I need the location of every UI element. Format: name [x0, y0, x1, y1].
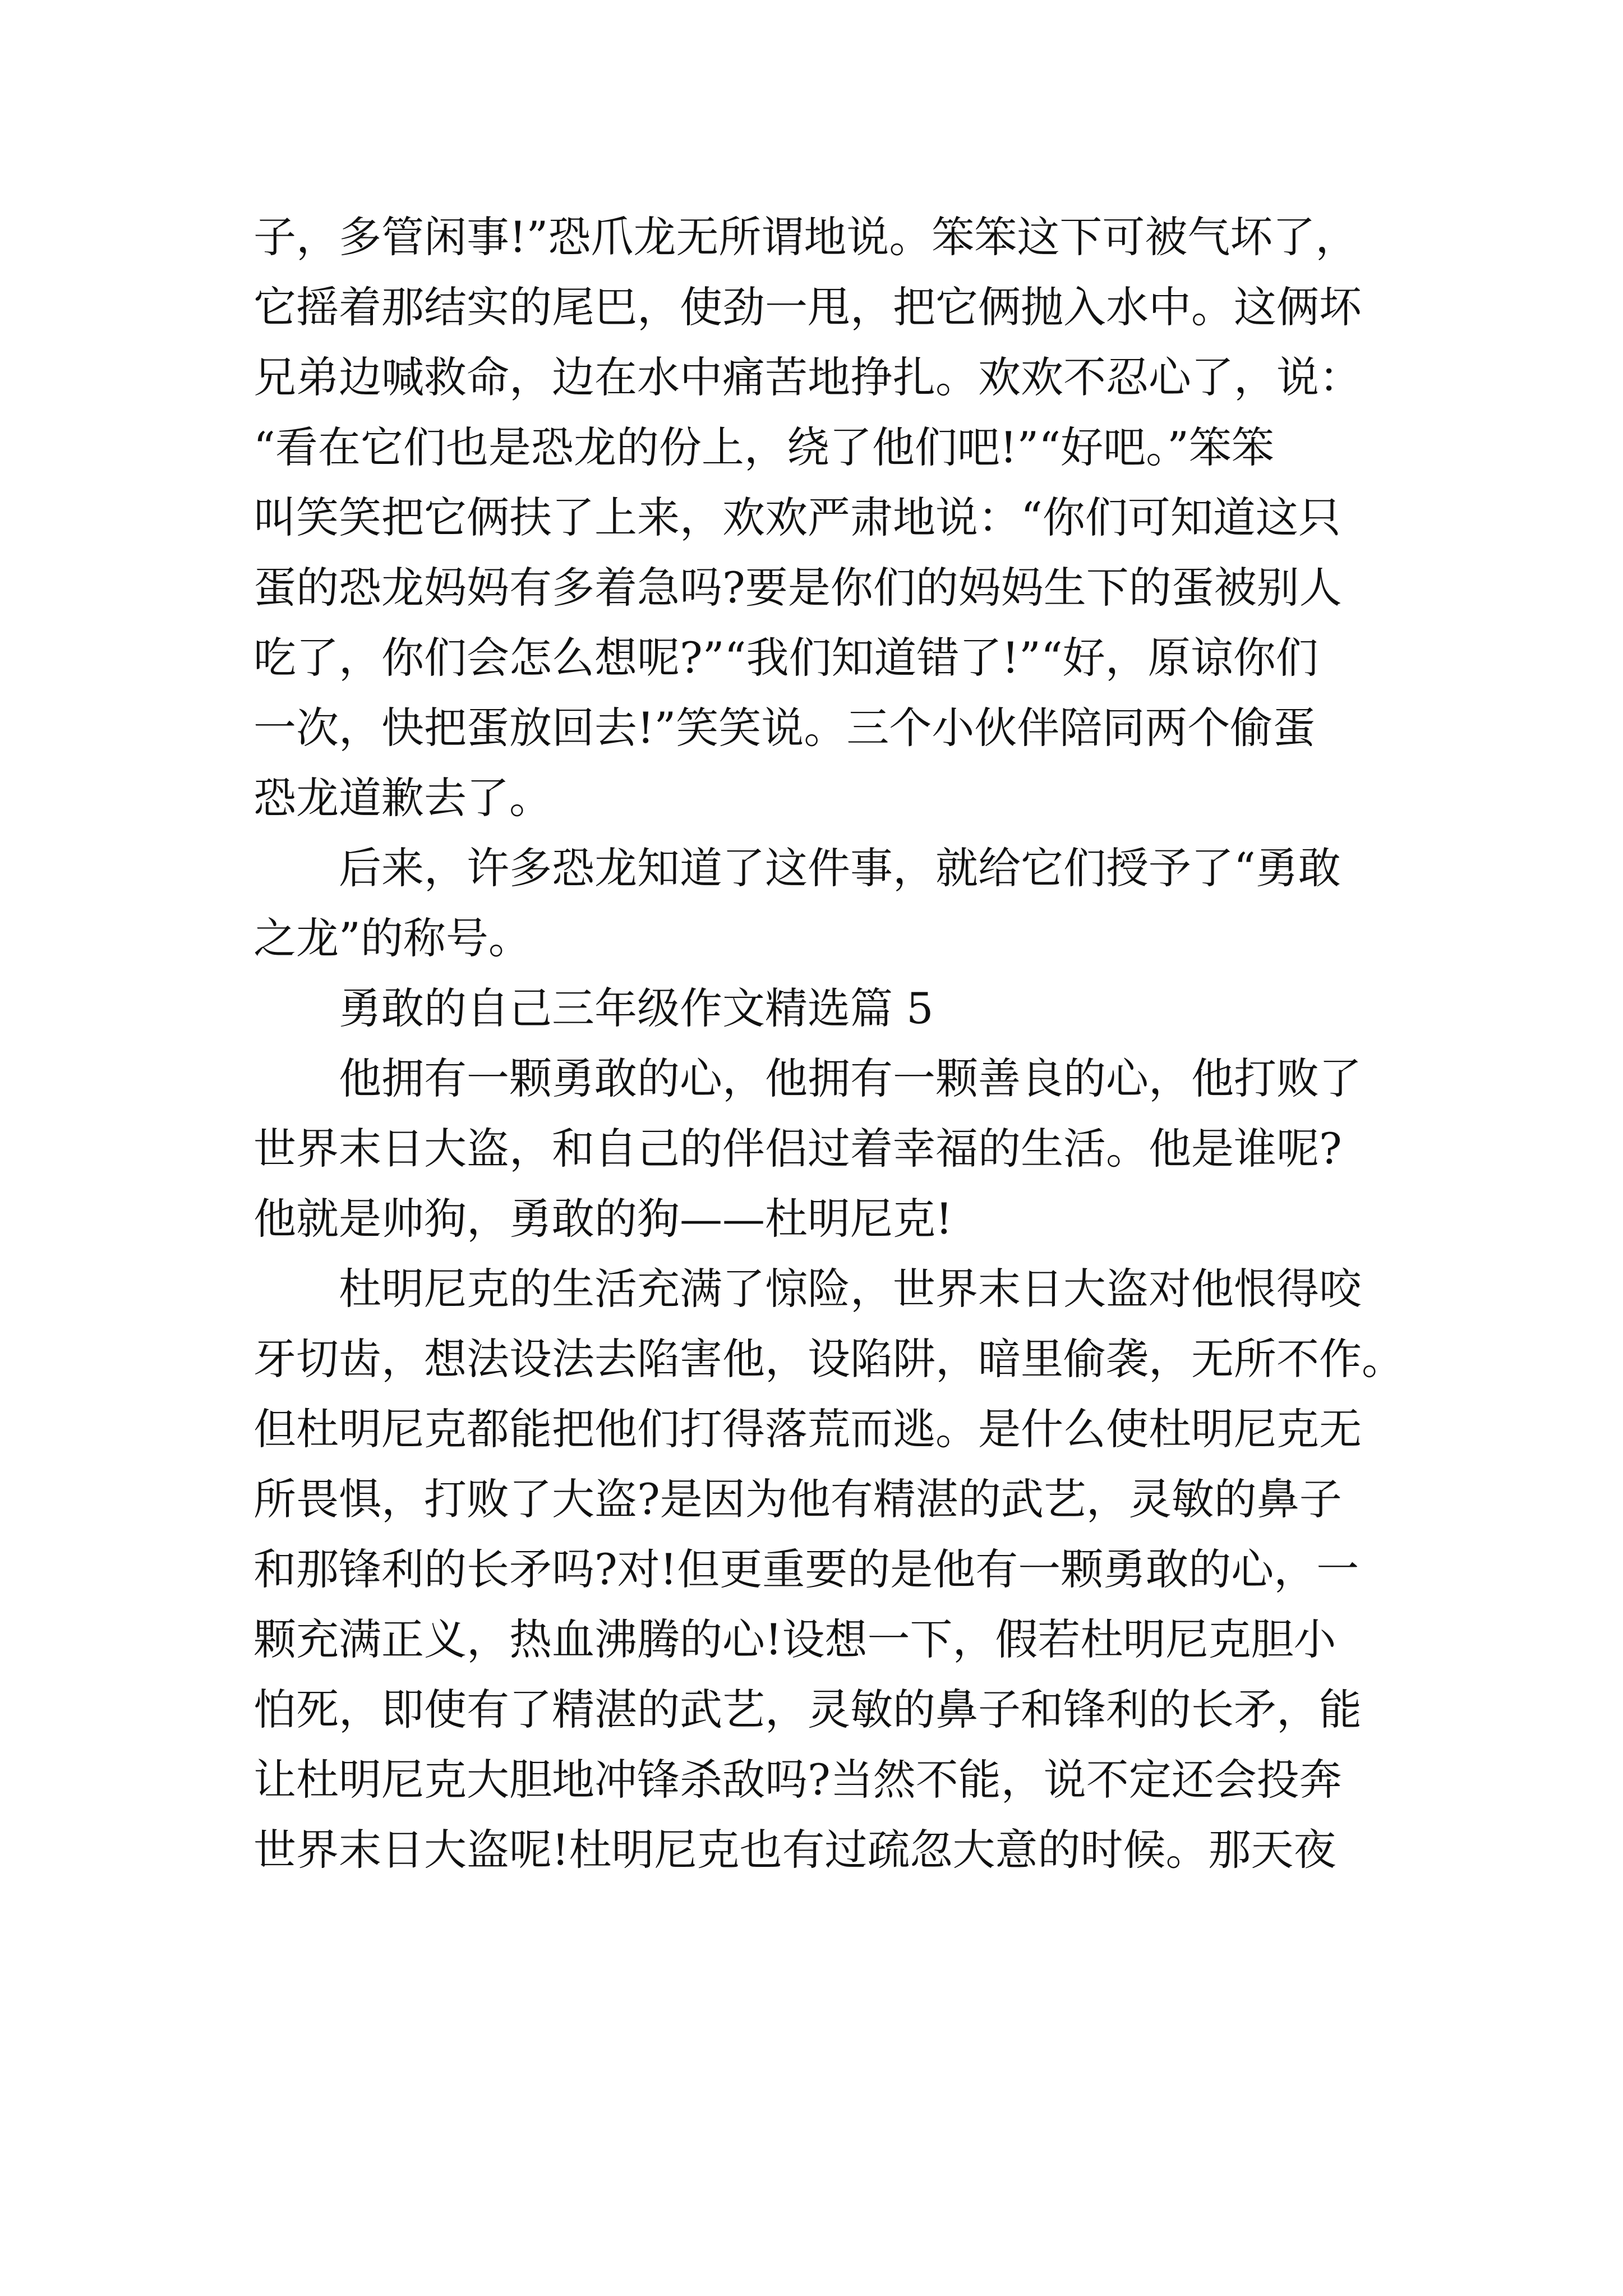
- text-line: 一次，快把蛋放回去!”笑笑说。三个小伙伴陪同两个偷蛋: [253, 703, 1316, 753]
- text-line: 怕死，即使有了精湛的武艺，灵敏的鼻子和锋利的长矛，能: [253, 1685, 1362, 1734]
- text-line: 颗充满正义，热血沸腾的心!设想一下，假若杜明尼克胆小: [253, 1614, 1336, 1664]
- text-line: 兄弟边喊救命，边在水中痛苦地挣扎。欢欢不忍心了，说：: [253, 352, 1362, 402]
- text-line: 之龙”的称号。: [253, 913, 531, 963]
- body-text: [253, 202, 1404, 1885]
- text-line: 吃了，你们会怎么想呢?”“我们知道错了!”“好，原谅你们: [253, 633, 1318, 683]
- text-line: 所畏惧，打败了大盗?是因为他有精湛的武艺，灵敏的鼻子: [253, 1474, 1342, 1524]
- text-line: 杜明尼克的生活充满了惊险，世界末日大盗对他恨得咬: [339, 1264, 1362, 1314]
- text-line: 它摇着那结实的尾巴，使劲一甩，把它俩抛入水中。这俩坏: [253, 282, 1362, 332]
- text-line: 蛋的恐龙妈妈有多着急吗?要是你们的妈妈生下的蛋被别人: [253, 563, 1342, 613]
- text-line: 他拥有一颗勇敢的心，他拥有一颗善良的心，他打败了: [339, 1053, 1362, 1103]
- text-line: 和那锋利的长矛吗?对!但更重要的是他有一颗勇敢的心，一: [253, 1544, 1359, 1594]
- text-line: 叫笑笑把它俩扶了上来，欢欢严肃地说：“你们可知道这只: [253, 493, 1341, 542]
- text-line: 他就是帅狗，勇敢的狗——杜明尼克!: [253, 1194, 953, 1244]
- text-line: 后来，许多恐龙知道了这件事，就给它们授予了“勇敢: [339, 843, 1341, 893]
- text-line: 子，多管闲事!”恐爪龙无所谓地说。笨笨这下可被气坏了，: [253, 212, 1358, 262]
- text-line: 但杜明尼克都能把他们打得落荒而逃。是什么使杜明尼克无: [253, 1404, 1362, 1454]
- text-line: 世界末日大盗，和自己的伴侣过着幸福的生活。他是谁呢?: [253, 1124, 1342, 1174]
- text-line: 勇敢的自己三年级作文精选篇 5: [339, 983, 934, 1033]
- text-line: 世界末日大盗呢!杜明尼克也有过疏忽大意的时候。那天夜: [253, 1825, 1336, 1875]
- text-line: 让杜明尼克大胆地冲锋杀敌吗?当然不能，说不定还会投奔: [253, 1755, 1342, 1805]
- text-line: 恐龙道歉去了。: [253, 773, 552, 823]
- text-line: “看在它们也是恐龙的份上，绕了他们吧!”“好吧。”笨笨: [253, 422, 1274, 472]
- text-line: 牙切齿，想法设法去陷害他，设陷阱，暗里偷袭，无所不作。: [253, 1334, 1404, 1384]
